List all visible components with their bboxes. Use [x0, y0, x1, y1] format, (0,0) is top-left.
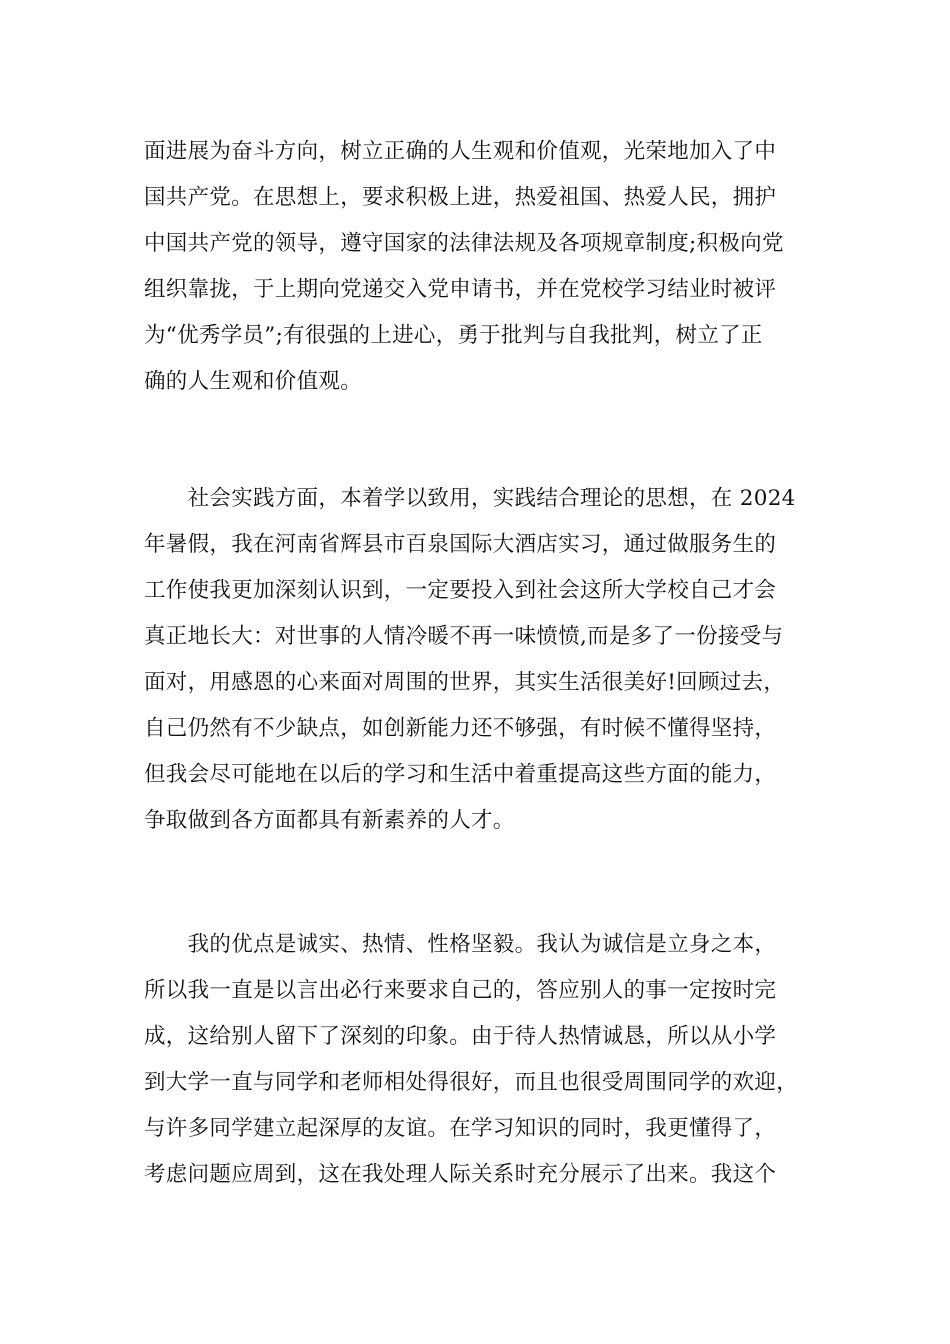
paragraph-social-practice	[144, 476, 834, 844]
text-line: 国共产党。在思想上，要求积极上进，热爱祖国、热爱人民，拥护	[144, 185, 777, 210]
text-line: 面对，用感恩的心来面对周围的世界，其实生活很美好!回顾过去，	[144, 670, 786, 695]
text-line: 组织靠拢，于上期向党递交入党申请书，并在党校学习结业时被评	[144, 277, 777, 302]
paragraph-strengths	[144, 922, 834, 1198]
text-line: 年暑假，我在河南省辉县市百泉国际大酒店实习，通过做服务生的	[144, 532, 777, 557]
text-line: 确的人生观和价值观。	[144, 369, 363, 394]
text-line: 真正地长大：对世事的人情冷暖不再一味愤愤,而是多了一份接受与	[144, 624, 784, 649]
text-line: 中国共产党的领导，遵守国家的法律法规及各项规章制度;积极向党	[144, 231, 784, 256]
text-line: 考虑问题应周到，这在我处理人际关系时充分展示了出来。我这个	[144, 1162, 777, 1187]
paragraph-political	[144, 129, 834, 405]
text-line: 社会实践方面，本着学以致用，实践结合理论的思想，在 2024	[144, 486, 796, 511]
text-line: 我的优点是诚实、热情、性格坚毅。我认为诚信是立身之本，	[144, 932, 777, 957]
text-line: 到大学一直与同学和老师相处得很好，而且也很受周围同学的欢迎，	[144, 1070, 799, 1095]
text-line: 工作使我更加深刻认识到，一定要投入到社会这所大学校自己才会	[144, 578, 777, 603]
text-line: 自己仍然有不少缺点，如创新能力还不够强，有时候不懂得坚持，	[144, 716, 777, 741]
text-line: 成，这给别人留下了深刻的印象。由于待人热情诚恳，所以从小学	[144, 1024, 777, 1049]
text-line: 争取做到各方面都具有新素养的人才。	[144, 808, 515, 833]
text-line: 面进展为奋斗方向，树立正确的人生观和价值观，光荣地加入了中	[144, 139, 777, 164]
text-line: 所以我一直是以言出必行来要求自己的，答应别人的事一定按时完	[144, 978, 777, 1003]
text-line: 但我会尽可能地在以后的学习和生活中着重提高这些方面的能力，	[144, 762, 777, 787]
text-line: 为“优秀学员”;有很强的上进心，勇于批判与自我批判，树立了正	[144, 323, 763, 348]
text-line: 与许多同学建立起深厚的友谊。在学习知识的同时，我更懂得了，	[144, 1116, 777, 1141]
